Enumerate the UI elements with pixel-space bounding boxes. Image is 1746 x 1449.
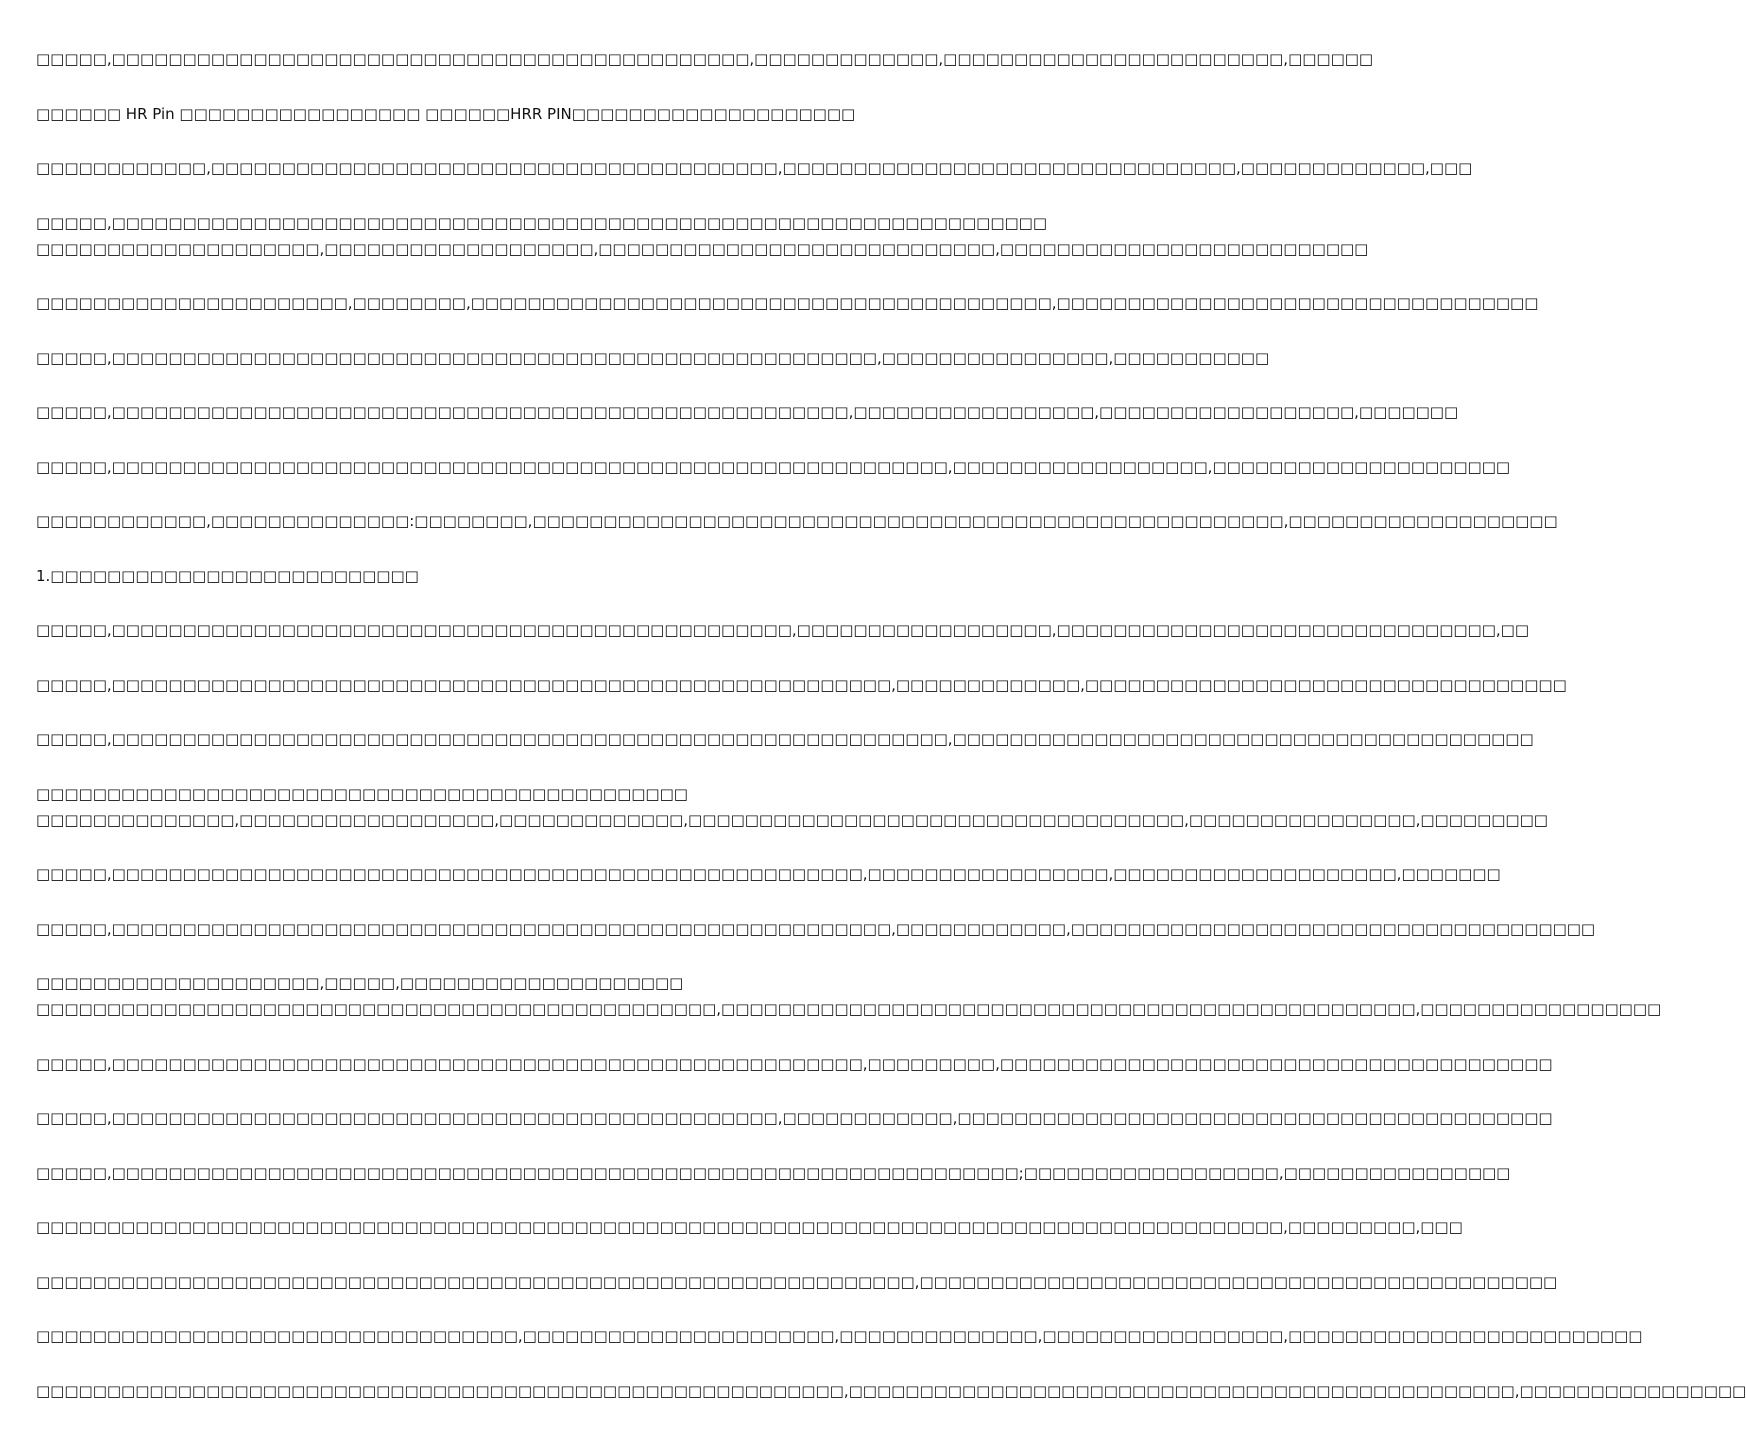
text-line: □□□□□,□□□□□□□□□□□□□□□□□□□□□□□□□□□□□□□□□□□□□□□□□□□□□□□□□□□□□□,□□□□□□□□□□□□□□□□,□□□□□□□□□□□	[36, 348, 1270, 367]
text-line: □□□□□□□□□□□□□□□□□□□□,□□□□□,□□□□□□□□□□□□□□□□□□□□	[36, 974, 684, 992]
text-line: □□□□□□□□□□□□□□□□□□□□,□□□□□□□□□□□□□□□□□□□,□□□□□□□□□□□□□□□□□□□□□□□□□□□□,□□□□□□□□□□□□□□□□□□□□□□□□□□	[36, 239, 1369, 258]
text-line: □□□□□,□□□□□□□□□□□□□□□□□□□□□□□□□□□□□□□□□□□□□□□□□□□□□□□□□□□□□□□□□□□□□□□□;□□□□□□□□□□□□□□□□□□,□□□□□□□□□□□□□□□□	[36, 1163, 1511, 1182]
text-line: □□□□□,□□□□□□□□□□□□□□□□□□□□□□□□□□□□□□□□□□□□□□□□□□□□□□□□□□□□□□□□□□□,□□□□□□□□□□□□□□□□□□□□□□□□□□□□□□□□□□□□□□□□□	[36, 730, 1534, 748]
text-line: □□□□□,□□□□□□□□□□□□□□□□□□□□□□□□□□□□□□□□□□□□□□□□□□□□□□□,□□□□□□□□□□□□,□□□□□□□□□□□□□□□□□□□□□□□□□□□□□□□□□□□□□□□□□□	[36, 1109, 1553, 1127]
document-body	[36, 46, 1746, 1404]
text-line: □□□□□,□□□□□□□□□□□□□□□□□□□□□□□□□□□□□□□□□□□□□□□□□□□□□□□□□□□□□□□,□□□□□□□□□□□□,□□□□□□□□□□□□□□□□□□□□□□□□□□□□□□□□□□□□□	[36, 919, 1596, 938]
text-line: □□□□□,□□□□□□□□□□□□□□□□□□□□□□□□□□□□□□□□□□□□□□□□□□□□□□□□□□□□□,□□□□□□□□□□□□□□□□□,□□□□□□□□□□□□□□□□□□□□,□□□□□□□	[36, 865, 1501, 883]
text-line: □□□□□□□□□□□□,□□□□□□□□□□□□□□:□□□□□□□□,□□□□□□□□□□□□□□□□□□□□□□□□□□□□□□□□□□□□□□□□□□□□□□□□□□□□□,□□□□□□□□□□□□□□□□□□□	[36, 512, 1558, 530]
text-line: □□□□□□□□□□□□□□,□□□□□□□□□□□□□□□□□□,□□□□□□□□□□□□□,□□□□□□□□□□□□□□□□□□□□□□□□□□□□□□□□□□□,□□□□□□□□□□□□□□□□,□□□□□□□□□	[36, 810, 1548, 829]
text-line: □□□□□□□□□□□□□□□□□□□□□□□□□□□□□□□□□□□□□□□□□□□□□□□□,□□□□□□□□□□□□□□□□□□□□□□□□□□□□□□□□□□□□□□□□□□□□□□□□□,□□□□□□□□□□□□□□□□□	[36, 1000, 1662, 1018]
text-line: □□□□□,□□□□□□□□□□□□□□□□□□□□□□□□□□□□□□□□□□□□□□□□□□□□□□□□,□□□□□□□□□□□□□□□□□□,□□□□□□□□□□□□□□□□□□□□□□□□□□□□□□□,□□	[36, 621, 1529, 639]
text-line: □□□□□,□□□□□□□□□□□□□□□□□□□□□□□□□□□□□□□□□□□□□□□□□□□□□□□□□□□□,□□□□□□□□□□□□□□□□□,□□□□□□□□□□□□□□□□□□,□□□□□□□	[36, 403, 1459, 421]
text-line: □□□□□,□□□□□□□□□□□□□□□□□□□□□□□□□□□□□□□□□□□□□□□□□□□□□□□□□□□□□□□□□□□□□□□□□□	[36, 213, 1048, 232]
text-line: □□□□□□□□□□□□□□□□□□□□□□□□□□□□□□□□□□,□□□□□□□□□□□□□□□□□□□□□□,□□□□□□□□□□□□□□,□□□□□□□□□□□□□□□□□,□□□□□□□□□□□□□□□□□□□□□□□□□	[36, 1327, 1643, 1345]
text-line: □□□□□,□□□□□□□□□□□□□□□□□□□□□□□□□□□□□□□□□□□□□□□□□□□□□□□□□□□□□□□□□□□,□□□□□□□□□□□□□□□□□□,□□□□□□□□□□□□□□□□□□□□□	[36, 457, 1511, 476]
text-line: □□□□□,□□□□□□□□□□□□□□□□□□□□□□□□□□□□□□□□□□□□□□□□□□□□□,□□□□□□□□□□□□□,□□□□□□□□□□□□□□□□□□□□□□□□,□□□□□□	[36, 50, 1374, 68]
text-line: □□□□□□□□□□□□□□□□□□□□□□□□□□□□□□□□□□□□□□□□□□□□□□	[36, 784, 688, 803]
text-line: □□□□□□ HR Pin □□□□□□□□□□□□□□□□□ □□□□□□HRR PIN□□□□□□□□□□□□□□□□□□□□	[36, 104, 856, 123]
section-heading: 1.□□□□□□□□□□□□□□□□□□□□□□□□□□	[36, 566, 419, 585]
text-line: □□□□□□□□□□□□□□□□□□□□□□□□□□□□□□□□□□□□□□□□□□□□□□□□□□□□□□□□□□□□□□,□□□□□□□□□□□□□□□□□□□□□□□□□□□□□□□□□□□□□□□□□□□□□	[36, 1272, 1558, 1291]
text-line: □□□□□□□□□□□□□□□□□□□□□□□□□□□□□□□□□□□□□□□□□□□□□□□□□□□□□□□□□□□□□□□□□□□□□□□□□□□□□□□□□□□□□□□□,□□□□□□□□□,□□□	[36, 1218, 1463, 1236]
text-line: □□□□□□□□□□□□□□□□□□□□□□,□□□□□□□□,□□□□□□□□□□□□□□□□□□□□□□□□□□□□□□□□□□□□□□□□□,□□□□□□□□□□□□□□□□□□□□□□□□□□□□□□□□□□	[36, 294, 1539, 312]
text-line: □□□□□□□□□□□□,□□□□□□□□□□□□□□□□□□□□□□□□□□□□□□□□□□□□□□□□,□□□□□□□□□□□□□□□□□□□□□□□□□□□□□□□□,□□□□□□□□□□□□□,□□□	[36, 159, 1473, 177]
text-line: □□□□□,□□□□□□□□□□□□□□□□□□□□□□□□□□□□□□□□□□□□□□□□□□□□□□□□□□□□□□□,□□□□□□□□□□□□□,□□□□□□□□□□□□□□□□□□□□□□□□□□□□□□□□□□	[36, 675, 1567, 694]
text-line: □□□□□□□□□□□□□□□□□□□□□□□□□□□□□□□□□□□□□□□□□□□□□□□□□□□□□□□□□,□□□□□□□□□□□□□□□□□□□□□□□□□□□□□□□□□□□□□□□□□□□□□□□,□□□□□□□□□□□□□□□□	[36, 1381, 1746, 1400]
text-line: □□□□□,□□□□□□□□□□□□□□□□□□□□□□□□□□□□□□□□□□□□□□□□□□□□□□□□□□□□□,□□□□□□□□□,□□□□□□□□□□□□□□□□□□□□□□□□□□□□□□□□□□□□□□□	[36, 1054, 1553, 1073]
